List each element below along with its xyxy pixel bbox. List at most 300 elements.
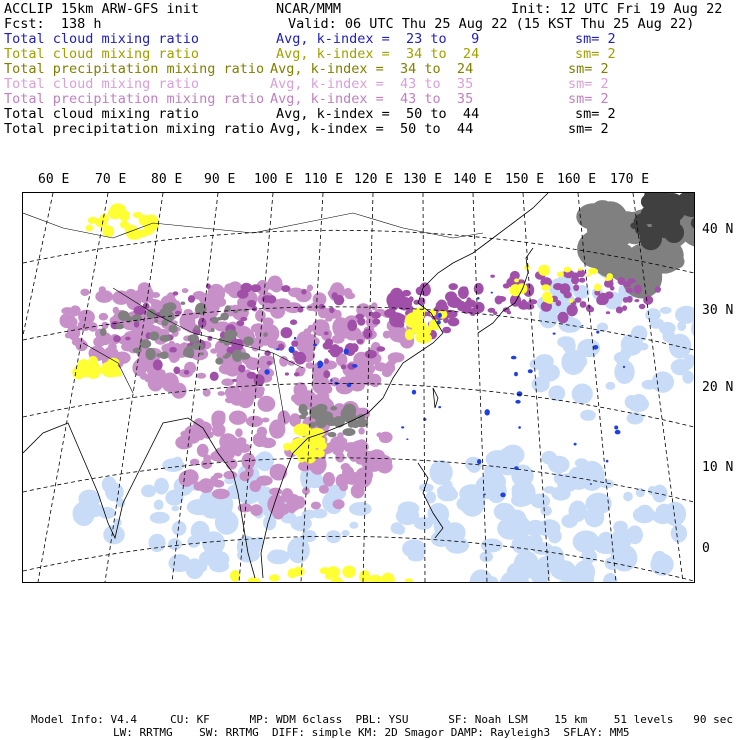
field-smoothing: sm= 2 xyxy=(575,106,616,122)
cloud-patch-light-blue xyxy=(613,521,628,533)
longitude-label: 100 E xyxy=(254,172,294,187)
precip-patch-purple xyxy=(442,327,451,334)
latitude-label: 0 xyxy=(702,541,710,556)
precip-patch-light-purple xyxy=(235,428,243,437)
longitude-gridline xyxy=(363,193,373,582)
cloud-patch-yellow xyxy=(88,217,98,224)
precip-patch-purple xyxy=(294,352,306,365)
precip-patch-light-purple xyxy=(250,480,262,492)
cloud-core-blue xyxy=(406,438,408,440)
cloud-patch-light-blue xyxy=(215,511,239,535)
precip-patch-purple xyxy=(254,374,265,386)
latitude-label: 30 N xyxy=(702,303,734,318)
cloud-patch-gray xyxy=(199,352,204,355)
precip-patch-light-purple xyxy=(383,331,391,339)
precip-patch-purple xyxy=(175,311,181,315)
cloud-patch-yellow xyxy=(514,278,519,282)
precip-patch-light-purple xyxy=(357,439,366,447)
field-smoothing: sm= 2 xyxy=(568,121,609,137)
cloud-patch-gray xyxy=(116,323,124,329)
cloud-patch-yellow xyxy=(370,575,382,582)
cloud-patch-yellow xyxy=(88,356,98,365)
precip-patch-light-purple xyxy=(215,411,226,421)
precip-patch-purple xyxy=(623,282,631,288)
precip-patch-light-purple xyxy=(263,317,274,326)
precip-patch-light-purple xyxy=(80,289,89,296)
field-name: Total precipitation mixing ratio xyxy=(4,61,265,77)
cloud-core-blue xyxy=(593,345,598,350)
precip-patch-purple xyxy=(575,297,582,303)
precip-patch-purple xyxy=(623,297,629,303)
precip-patch-purple xyxy=(605,291,614,299)
cloud-patch-light-blue xyxy=(511,563,522,576)
cloud-patch-gray xyxy=(154,319,158,323)
longitude-gridline xyxy=(23,193,53,582)
precip-patch-purple xyxy=(467,297,472,302)
cloud-patch-yellow xyxy=(75,367,92,377)
cloud-core-blue xyxy=(330,379,332,382)
cloud-patch-light-blue xyxy=(291,516,312,531)
cloud-patch-gray xyxy=(670,254,685,268)
field-name: Total cloud mixing ratio xyxy=(4,31,200,47)
cloud-patch-light-blue xyxy=(554,563,567,574)
cloud-patch-gray xyxy=(100,328,107,336)
precip-patch-purple xyxy=(173,291,179,295)
precip-patch-purple xyxy=(237,320,245,326)
cloud-core-blue xyxy=(289,346,295,353)
precip-patch-light-purple xyxy=(270,464,288,481)
longitude-label: 80 E xyxy=(151,172,183,187)
cloud-patch-light-blue xyxy=(85,504,105,517)
cloud-patch-light-blue xyxy=(645,308,660,321)
cloud-patch-yellow xyxy=(605,277,611,281)
precip-patch-light-purple xyxy=(242,453,256,470)
precip-patch-purple xyxy=(210,372,219,381)
precip-patch-light-purple xyxy=(272,503,290,515)
cloud-patch-light-blue xyxy=(597,323,608,332)
cloud-patch-light-blue xyxy=(312,509,328,519)
precip-patch-purple xyxy=(188,295,195,303)
cloud-core-blue xyxy=(264,369,269,374)
cloud-patch-gray xyxy=(169,324,178,333)
field-name: Total cloud mixing ratio xyxy=(4,76,200,92)
cloud-core-blue xyxy=(518,426,521,429)
longitude-label: 120 E xyxy=(354,172,394,187)
precip-patch-purple xyxy=(233,339,243,351)
cloud-patch-light-blue xyxy=(525,554,536,562)
precip-patch-light-purple xyxy=(140,372,148,379)
cloud-patch-light-blue xyxy=(560,491,570,498)
precip-patch-light-purple xyxy=(180,431,189,438)
precip-patch-purple xyxy=(294,372,300,376)
cloud-patch-light-blue xyxy=(531,535,543,548)
field-name: Total cloud mixing ratio xyxy=(4,46,200,62)
cloud-patch-yellow xyxy=(342,566,356,578)
latitude-label: 20 N xyxy=(702,380,734,395)
precip-patch-purple xyxy=(153,359,163,370)
precip-patch-purple xyxy=(571,274,576,278)
longitude-label: 160 E xyxy=(557,172,597,187)
coastline-taiwan xyxy=(433,388,438,408)
precip-patch-purple xyxy=(643,295,653,304)
cloud-patch-gray xyxy=(299,404,308,415)
field-smoothing: sm= 2 xyxy=(575,46,616,62)
precip-patch-purple xyxy=(281,327,293,338)
cloud-patch-light-blue xyxy=(103,525,125,544)
cloud-core-blue xyxy=(515,400,520,404)
precip-patch-purple xyxy=(389,312,404,327)
cloud-patch-light-blue xyxy=(459,484,484,503)
precip-patch-purple xyxy=(363,329,372,340)
cloud-patch-gray xyxy=(145,348,155,360)
cloud-patch-yellow xyxy=(405,578,413,582)
cloud-patch-light-blue xyxy=(437,488,458,502)
cloud-patch-light-blue xyxy=(532,377,550,393)
precip-patch-light-purple xyxy=(335,320,344,328)
valid-time: Valid: 06 UTC Thu 25 Aug 22 (15 KST Thu 25 Aug 22) xyxy=(288,16,695,32)
precip-patch-light-purple xyxy=(137,286,154,304)
precip-patch-light-purple xyxy=(237,390,254,409)
cloud-patch-gray xyxy=(211,328,215,332)
cloud-patch-light-blue xyxy=(470,569,493,582)
cloud-patch-light-blue xyxy=(150,512,170,524)
precip-patch-light-purple xyxy=(257,427,267,438)
precip-patch-light-purple xyxy=(371,302,378,310)
precip-patch-light-purple xyxy=(221,378,234,386)
precip-patch-purple xyxy=(125,337,130,341)
precip-patch-purple xyxy=(355,314,364,320)
cloud-patch-light-blue xyxy=(154,500,164,511)
cloud-patch-light-blue xyxy=(660,307,672,314)
precip-patch-purple xyxy=(365,350,377,359)
cloud-core-blue xyxy=(581,325,583,327)
cloud-patch-gray xyxy=(317,406,324,410)
cloud-patch-gray xyxy=(330,406,337,411)
latitude-label: 40 N xyxy=(702,222,734,237)
precip-patch-purple xyxy=(301,289,306,294)
cloud-patch-gray xyxy=(133,348,142,354)
field-k-index: Avg, k-index = 23 to 9 xyxy=(276,31,480,47)
cloud-patch-light-blue xyxy=(505,515,531,539)
precip-patch-light-purple xyxy=(356,458,367,465)
precip-patch-light-purple xyxy=(183,309,193,318)
precip-patch-light-purple xyxy=(358,428,364,435)
cloud-patch-light-blue xyxy=(486,450,509,468)
cloud-patch-gray xyxy=(232,331,238,337)
cloud-patch-yellow xyxy=(303,448,317,463)
cloud-patch-gray xyxy=(188,334,199,342)
cloud-core-blue xyxy=(517,391,523,396)
cloud-patch-yellow xyxy=(269,574,280,581)
cloud-patch-light-blue xyxy=(541,451,557,465)
precip-patch-purple xyxy=(238,365,245,373)
cloud-patch-dark-gray xyxy=(641,194,659,210)
cloud-patch-yellow xyxy=(120,221,129,229)
precip-patch-light-purple xyxy=(226,459,237,470)
cloud-patch-light-blue xyxy=(154,478,169,495)
cloud-patch-yellow xyxy=(541,284,550,291)
cloud-patch-yellow xyxy=(133,212,143,218)
cloud-patch-gray xyxy=(132,314,142,322)
cloud-core-blue xyxy=(313,344,317,347)
cloud-core-blue xyxy=(423,418,426,421)
cloud-core-blue xyxy=(491,292,493,294)
cloud-patch-light-blue xyxy=(267,550,289,565)
precip-patch-purple xyxy=(579,278,586,283)
longitude-label: 70 E xyxy=(95,172,127,187)
cloud-patch-gray xyxy=(194,325,200,330)
cloud-core-blue xyxy=(344,349,349,355)
precip-patch-light-purple xyxy=(342,466,354,478)
cloud-patch-gray xyxy=(263,332,268,337)
cloud-patch-yellow xyxy=(594,284,601,292)
cloud-patch-light-blue xyxy=(497,479,506,485)
latitude-label: 10 N xyxy=(702,460,734,475)
precip-patch-purple xyxy=(250,284,261,292)
model-title: ACCLIP 15km ARW-GFS init xyxy=(4,1,200,17)
precip-patch-light-purple xyxy=(213,473,222,479)
cloud-core-blue xyxy=(511,356,517,360)
precip-patch-purple xyxy=(567,304,578,316)
cloud-patch-gray xyxy=(343,428,356,436)
cloud-patch-gray xyxy=(159,335,170,342)
precip-patch-purple xyxy=(606,311,610,314)
cloud-patch-yellow xyxy=(110,203,126,215)
precip-patch-purple xyxy=(448,317,460,326)
cloud-core-blue xyxy=(623,366,625,368)
precip-patch-light-purple xyxy=(65,332,71,338)
cloud-patch-light-blue xyxy=(548,385,565,401)
longitude-label: 60 E xyxy=(38,172,70,187)
longitude-label: 170 E xyxy=(610,172,650,187)
precip-patch-purple xyxy=(573,284,579,291)
precip-patch-purple xyxy=(328,350,333,353)
forecast-hour: Fcst: 138 h xyxy=(4,16,102,32)
precip-patch-purple xyxy=(357,339,364,344)
cloud-patch-light-blue xyxy=(563,339,576,354)
precip-patch-light-purple xyxy=(288,361,296,366)
precip-patch-light-purple xyxy=(219,364,235,375)
cloud-patch-gray xyxy=(239,352,250,359)
cloud-patch-light-blue xyxy=(656,319,664,328)
cloud-patch-light-blue xyxy=(631,394,647,410)
precip-patch-light-purple xyxy=(197,444,209,457)
cloud-patch-light-blue xyxy=(537,556,555,572)
precip-patch-purple xyxy=(247,300,256,307)
cloud-patch-gray xyxy=(149,331,159,340)
precip-patch-purple xyxy=(528,299,537,304)
precip-patch-purple xyxy=(173,367,180,375)
cloud-patch-yellow xyxy=(102,226,114,238)
cloud-core-blue xyxy=(412,390,416,395)
precip-patch-purple xyxy=(113,335,121,342)
cloud-patch-gray xyxy=(118,311,130,321)
cloud-core-blue xyxy=(485,409,490,415)
precip-patch-light-purple xyxy=(332,440,345,455)
field-k-index: Avg, k-index = 34 to 24 xyxy=(270,61,474,77)
precip-patch-light-purple xyxy=(332,335,345,344)
cloud-patch-light-blue xyxy=(171,506,179,511)
precip-patch-purple xyxy=(507,311,511,315)
precip-patch-light-purple xyxy=(240,471,251,481)
cloud-core-blue xyxy=(514,372,518,376)
cloud-patch-yellow xyxy=(107,358,119,367)
cloud-core-blue xyxy=(553,333,556,335)
cloud-patch-yellow xyxy=(230,570,240,582)
precip-patch-light-purple xyxy=(234,447,242,457)
map-canvas xyxy=(23,193,694,582)
cloud-core-blue xyxy=(574,443,577,446)
precip-patch-purple xyxy=(610,286,615,291)
precip-patch-purple xyxy=(290,319,297,325)
cloud-patch-light-blue xyxy=(671,524,687,542)
cloud-patch-light-blue xyxy=(620,346,631,359)
cloud-patch-light-blue xyxy=(349,502,372,516)
cloud-patch-dark-gray xyxy=(652,206,681,238)
cloud-core-blue xyxy=(596,331,599,334)
field-smoothing: sm= 2 xyxy=(575,31,616,47)
cloud-patch-light-blue xyxy=(650,553,673,575)
field-name: Total precipitation mixing ratio xyxy=(4,91,265,107)
cloud-patch-light-blue xyxy=(395,525,405,535)
center-label: NCAR/MMM xyxy=(276,1,342,17)
cloud-patch-gray xyxy=(315,415,327,428)
cloud-patch-yellow xyxy=(293,424,311,437)
cloud-patch-light-blue xyxy=(580,410,596,421)
precip-patch-light-purple xyxy=(179,471,194,487)
precip-patch-purple xyxy=(498,296,507,302)
precip-patch-purple xyxy=(655,286,661,292)
cloud-patch-light-blue xyxy=(544,486,556,494)
precip-patch-purple xyxy=(626,288,633,293)
precip-patch-light-purple xyxy=(261,282,274,290)
cloud-patch-light-blue xyxy=(671,359,690,375)
cloud-patch-light-blue xyxy=(162,458,184,472)
longitude-label: 150 E xyxy=(505,172,545,187)
cloud-patch-light-blue xyxy=(579,461,605,491)
precip-patch-light-purple xyxy=(173,354,179,361)
cloud-patch-light-blue xyxy=(605,557,620,570)
cloud-core-blue xyxy=(352,364,357,368)
cloud-patch-gray xyxy=(592,200,613,218)
cloud-patch-gray xyxy=(181,302,186,305)
cloud-patch-gray xyxy=(594,224,633,247)
precip-patch-purple xyxy=(458,286,469,299)
precip-patch-purple xyxy=(493,311,497,315)
longitude-gridline xyxy=(38,193,108,582)
footer-model-info: Model Info: V4.4 CU: KF MP: WDM 6class PBL: YSU SF: Noah LSM 15 km 51 levels 90 sec xyxy=(31,713,733,726)
map-panel xyxy=(22,192,695,583)
cloud-patch-yellow xyxy=(317,441,327,450)
cloud-patch-light-blue xyxy=(653,510,674,524)
cloud-core-blue xyxy=(401,426,404,428)
longitude-label: 130 E xyxy=(403,172,443,187)
field-name: Total cloud mixing ratio xyxy=(4,106,200,122)
cloud-patch-light-blue xyxy=(606,382,616,390)
precip-patch-light-purple xyxy=(311,502,321,510)
precip-patch-light-purple xyxy=(210,348,218,353)
cloud-patch-light-blue xyxy=(212,551,230,567)
cloud-patch-light-blue xyxy=(675,306,694,324)
cloud-patch-light-blue xyxy=(434,518,452,535)
cloud-core-blue xyxy=(615,430,621,435)
cloud-patch-light-blue xyxy=(197,563,207,572)
precip-patch-purple xyxy=(490,275,495,278)
precip-patch-light-purple xyxy=(212,489,230,500)
longitude-label: 140 E xyxy=(453,172,493,187)
precip-patch-light-purple xyxy=(236,382,246,388)
cloud-core-blue xyxy=(614,426,618,430)
precip-patch-light-purple xyxy=(311,302,318,307)
field-k-index: Avg, k-index = 43 to 35 xyxy=(270,91,474,107)
precip-patch-light-purple xyxy=(169,341,176,348)
cloud-patch-light-blue xyxy=(572,384,593,405)
precip-patch-purple xyxy=(402,292,407,296)
precip-patch-purple xyxy=(347,320,357,332)
cloud-patch-gray xyxy=(243,336,254,345)
precip-patch-purple xyxy=(556,300,562,306)
precip-patch-light-purple xyxy=(372,383,379,387)
precip-patch-purple xyxy=(232,379,237,382)
field-name: Total precipitation mixing ratio xyxy=(4,121,265,137)
cloud-patch-gray xyxy=(223,355,229,359)
cloud-core-blue xyxy=(317,361,323,368)
cloud-patch-yellow xyxy=(86,225,93,232)
cloud-core-blue xyxy=(528,369,533,373)
cloud-patch-gray xyxy=(333,416,345,428)
cloud-patch-light-blue xyxy=(430,460,453,485)
field-k-index: Avg, k-index = 50 to 44 xyxy=(276,106,480,122)
cloud-patch-light-blue xyxy=(397,508,410,517)
cloud-patch-light-blue xyxy=(530,494,550,509)
precip-patch-light-purple xyxy=(120,354,126,361)
precip-patch-light-purple xyxy=(113,307,119,314)
precip-patch-light-purple xyxy=(250,504,262,516)
cloud-patch-light-blue xyxy=(652,485,667,503)
cloud-patch-light-blue xyxy=(652,371,674,392)
precip-patch-light-purple xyxy=(323,472,335,487)
precip-patch-light-purple xyxy=(307,285,313,292)
precip-patch-purple xyxy=(510,271,520,280)
precip-patch-light-purple xyxy=(223,471,237,479)
cloud-patch-gray xyxy=(159,351,168,359)
cloud-patch-yellow xyxy=(557,272,564,278)
precip-patch-purple xyxy=(564,288,569,293)
precip-patch-purple xyxy=(634,299,639,302)
field-k-index: Avg, k-index = 50 to 44 xyxy=(270,121,474,137)
cloud-patch-yellow xyxy=(578,268,583,271)
precip-patch-purple xyxy=(329,307,334,313)
cloud-patch-gray xyxy=(215,358,223,365)
precip-patch-light-purple xyxy=(61,316,78,328)
cloud-patch-yellow xyxy=(538,265,550,276)
longitude-label: 110 E xyxy=(304,172,344,187)
cloud-patch-yellow xyxy=(405,329,414,340)
cloud-core-blue xyxy=(438,313,442,318)
precip-patch-light-purple xyxy=(329,377,340,386)
cloud-patch-light-blue xyxy=(141,485,156,498)
precip-patch-purple xyxy=(386,292,400,308)
cloud-core-blue xyxy=(500,493,505,498)
cloud-patch-yellow xyxy=(359,570,370,582)
precip-patch-light-purple xyxy=(95,290,113,303)
precip-patch-light-purple xyxy=(345,293,355,300)
precip-patch-purple xyxy=(324,358,329,364)
precip-patch-light-purple xyxy=(279,356,288,367)
field-smoothing: sm= 2 xyxy=(568,76,609,92)
precip-patch-purple xyxy=(324,331,329,335)
precip-patch-light-purple xyxy=(359,478,366,485)
